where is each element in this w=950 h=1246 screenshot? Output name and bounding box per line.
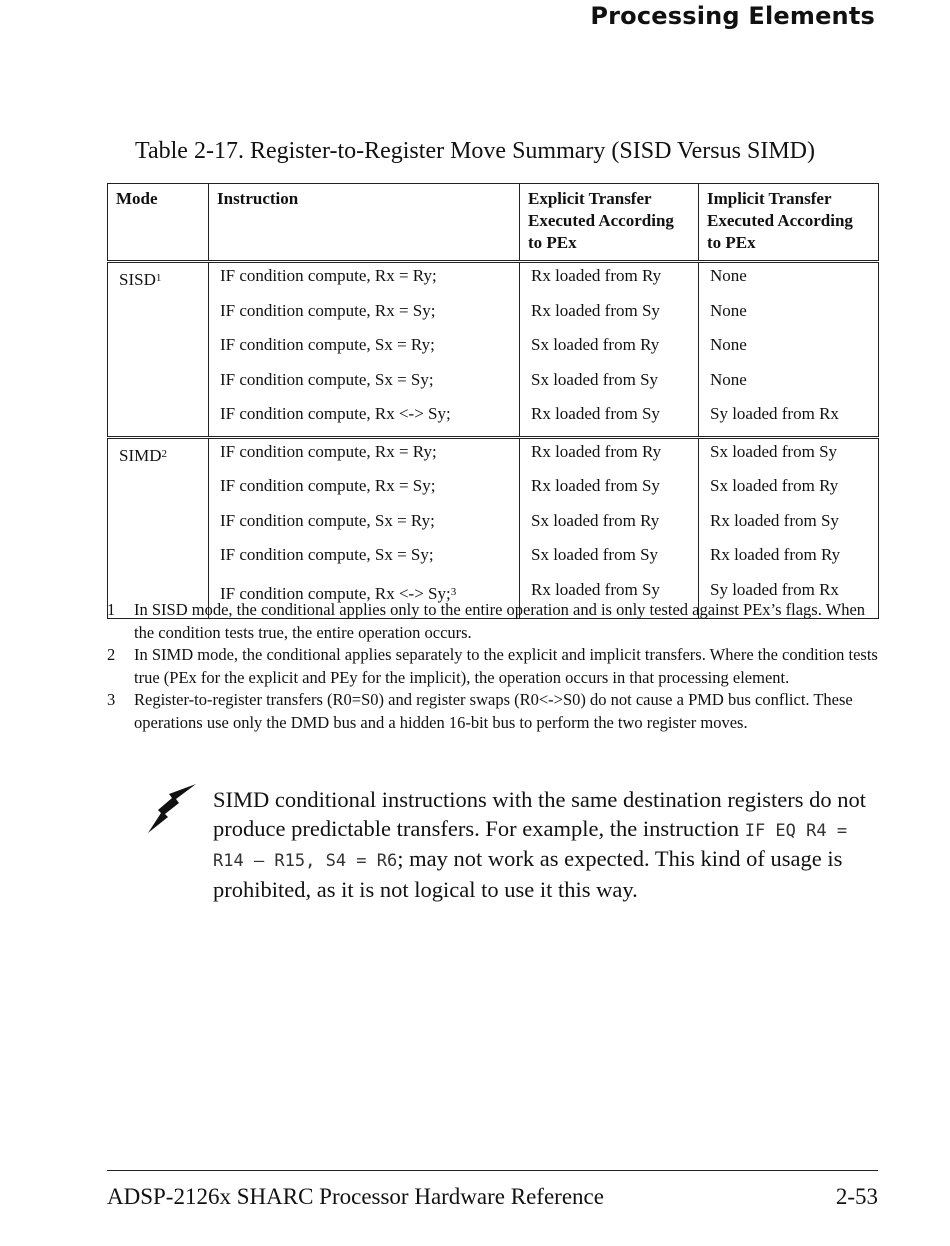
instruction-cell: IF condition compute, Sx = Sy; (209, 542, 520, 577)
table-row (108, 508, 879, 543)
instruction-cell: IF condition compute, Rx <-> Sy;$^3$ (209, 577, 520, 619)
implicit-cell: Sy loaded from Rx (699, 401, 879, 437)
instruction-cell: IF condition compute, Rx = Ry; (209, 262, 520, 298)
implicit-cell: Sx loaded from Ry (699, 473, 879, 508)
explicit-cell: Rx loaded from Sy (520, 577, 699, 619)
implicit-cell: None (699, 298, 879, 333)
implicit-cell: Rx loaded from Sy (699, 508, 879, 543)
table-caption: Table 2-17. Register-to-Register Move Summary (SISD Versus SIMD) (135, 138, 815, 164)
table-row (108, 332, 879, 367)
explicit-cell: Sx loaded from Sy (520, 367, 699, 402)
column-header-mode: Mode (108, 184, 209, 262)
instruction-cell: IF condition compute, Rx <-> Sy; (209, 401, 520, 437)
instruction-cell: IF condition compute, Sx = Ry; (209, 508, 520, 543)
register-move-table (107, 183, 879, 619)
explicit-cell: Sx loaded from Sy (520, 542, 699, 577)
instruction-cell: IF condition compute, Rx = Ry; (209, 437, 520, 473)
explicit-cell: Sx loaded from Ry (520, 332, 699, 367)
footnote-number: 2 (107, 645, 116, 664)
instruction-cell: IF condition compute, Rx = Sy; (209, 473, 520, 508)
explicit-cell: Rx loaded from Sy (520, 473, 699, 508)
footnote-text: Register-to-register transfers (R0=S0) and register swaps (R0<->S0) do not cause a PMD bus conflict. These operations use only the DMD bus and a hidden 16-bit bus to perform the two register moves. (134, 690, 853, 732)
column-header-implicit: Implicit Transfer Executed According to PEx (699, 184, 879, 262)
implicit-cell: None (699, 332, 879, 367)
footnote-number: 1 (107, 600, 116, 619)
footer-page-number: 2-53 (835, 1184, 878, 1209)
implicit-cell: Rx loaded from Ry (699, 542, 879, 577)
footnote-ref: 2 (161, 447, 168, 460)
table-row (108, 473, 879, 508)
implicit-cell: None (699, 367, 879, 402)
implicit-cell: Sx loaded from Sy (699, 437, 879, 473)
instruction-cell: IF condition compute, Rx = Sy; (209, 298, 520, 333)
footnote-ref: 3 (450, 585, 457, 598)
table-row (108, 298, 879, 333)
explicit-cell: Rx loaded from Sy (520, 298, 699, 333)
table-footnotes (107, 599, 882, 734)
instruction-cell: IF condition compute, Sx = Sy; (209, 367, 520, 402)
section-title: Processing Elements (590, 2, 875, 30)
warning-note (213, 786, 885, 904)
footnote-text: In SIMD mode, the conditional applies separately to the explicit and implicit transfers. Where the condition tests true (PEx for the explicit and PEy for the implicit), the operation occurs in that processing element. (134, 645, 878, 687)
footnote (107, 644, 882, 689)
explicit-cell: Sx loaded from Ry (520, 508, 699, 543)
table-row (108, 401, 879, 437)
explicit-cell: Rx loaded from Sy (520, 401, 699, 437)
explicit-cell: Rx loaded from Ry (520, 437, 699, 473)
table-row (108, 262, 879, 298)
footnote-text: In SISD mode, the conditional applies only to the entire operation and is only tested against PEx’s flags. When the condition tests true, the entire operation occurs. (134, 600, 866, 642)
footnote-ref: 1 (155, 272, 162, 284)
column-header-instruction: Instruction (209, 184, 520, 262)
footnote-number: 3 (107, 690, 116, 709)
implicit-cell: None (699, 262, 879, 298)
table-row (108, 437, 879, 473)
table-row (108, 367, 879, 402)
table-header-row (108, 184, 879, 262)
footer-book-title: ADSP-2126x SHARC Processor Hardware Reference (107, 1184, 604, 1209)
explicit-cell: Rx loaded from Ry (520, 262, 699, 298)
lightning-bolt-icon (146, 783, 198, 835)
table-row (108, 542, 879, 577)
mode-cell-sisd: SISD$^1$ (108, 262, 209, 438)
instruction-cell: IF condition compute, Sx = Ry; (209, 332, 520, 367)
footnote (107, 689, 882, 734)
footnote (107, 599, 882, 644)
implicit-cell: Sy loaded from Rx (699, 577, 879, 619)
warning-text: SIMD conditional instructions with the same destination registers do not produce predictable transfers. For example, the instruction (213, 787, 867, 841)
mode-cell-simd: SIMD$^2$ (108, 437, 209, 618)
column-header-explicit: Explicit Transfer Executed According to PEx (520, 184, 699, 262)
warning-code: IF EQ R4 = R14 – R15, S4 = R6 (213, 820, 848, 871)
footer-divider (107, 1170, 878, 1171)
warning-text: ; may not work as expected. This kind of usage is prohibited, as it is not logical to use it this way. (213, 846, 843, 902)
